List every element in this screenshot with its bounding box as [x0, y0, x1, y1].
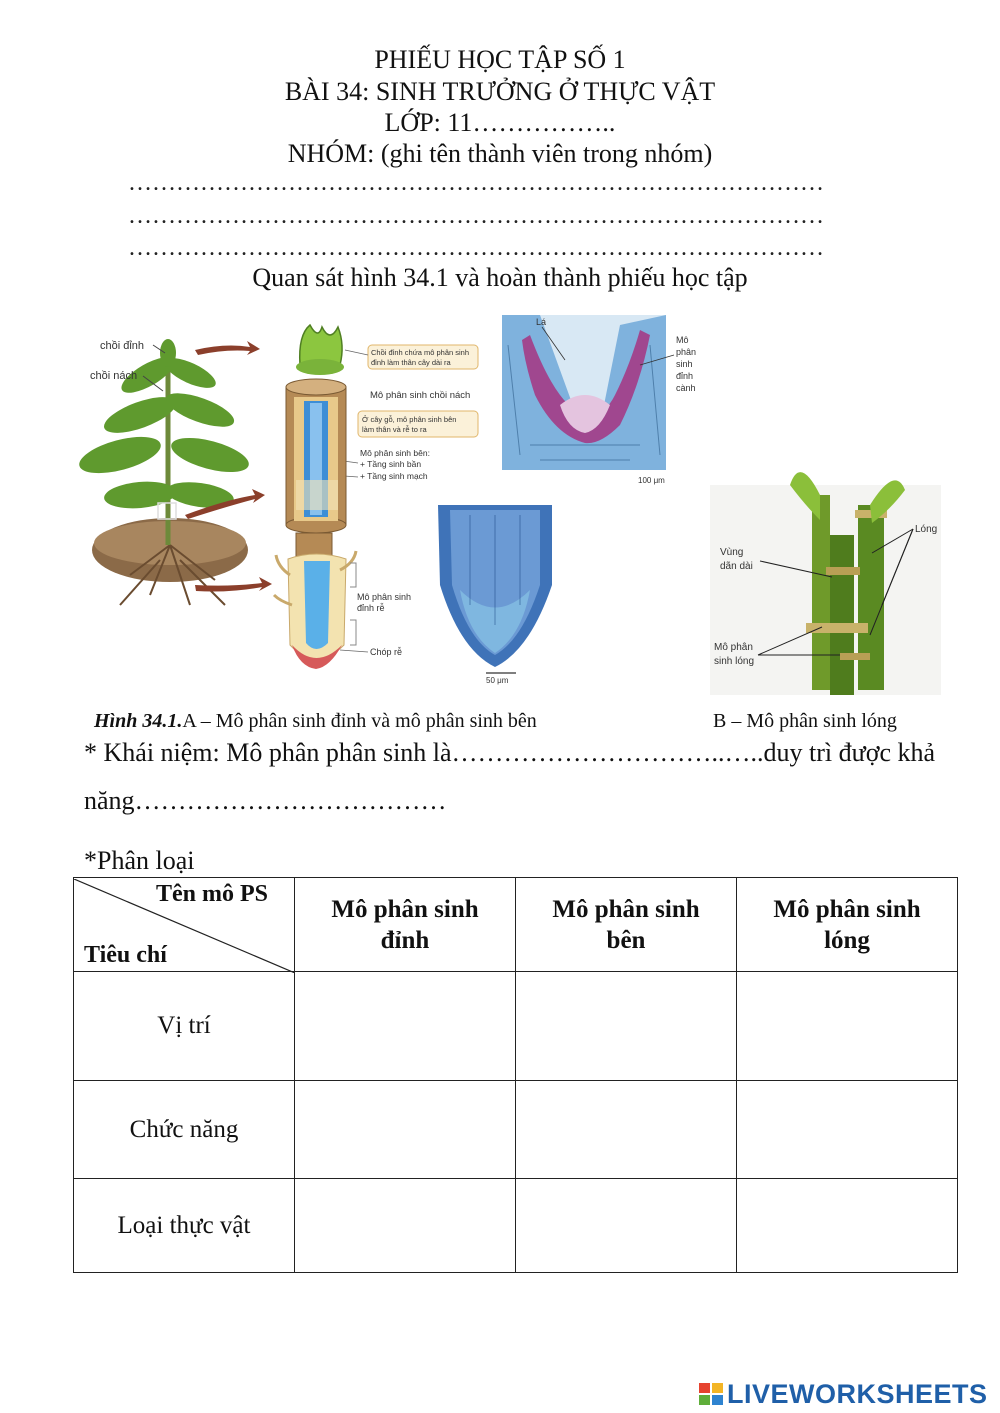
table-corner-cell [74, 878, 295, 972]
table-row [74, 972, 958, 1081]
dotted-line-3: …………………………………………………………………………… [128, 235, 824, 261]
caption-prefix: Hình 34.1. [94, 710, 183, 732]
figure-34-1 [0, 305, 1000, 705]
label-chop-re: Chóp rễ [370, 647, 403, 657]
label-vung-dan-dai-2: dãn dài [720, 561, 753, 572]
column-header-intercalary: Mô phân sinh lóng [737, 878, 958, 972]
group-line: NHÓM: (ghi tên thành viên trong nhóm) [287, 139, 713, 168]
callout-lateral-2: làm thân và rễ to ra [362, 425, 427, 434]
liveworksheets-logo[interactable] [698, 1377, 988, 1411]
answer-cell[interactable] [295, 1179, 516, 1273]
label-long: Lóng [915, 524, 938, 535]
logo-icon [698, 1382, 724, 1406]
label-mps-long-2: sinh lóng [714, 656, 755, 667]
callout-lateral-1: Ở cây gỗ, mô phân sinh bên [362, 415, 457, 424]
label-mps-dinh-re-2: đỉnh rễ [357, 603, 385, 613]
row-label-plant-type: Loại thực vật [74, 1179, 295, 1273]
corner-bottom-label: Tiêu chí [84, 941, 167, 968]
table-row [74, 1179, 958, 1273]
classification-table [73, 877, 958, 1273]
logo-text: LIVEWORKSHEETS [727, 1378, 988, 1409]
corner-top-label: Tên mô PS [155, 880, 268, 907]
plant-illustration [76, 339, 253, 605]
label-mps-ben: Mô phân sinh bên: [360, 448, 430, 458]
row-label-position: Vị trí [74, 972, 295, 1081]
class-line: LỚP: 11…………….. [384, 108, 616, 137]
classification-title: *Phân loại [84, 846, 195, 875]
answer-cell[interactable] [737, 1081, 958, 1179]
answer-cell[interactable] [516, 1081, 737, 1179]
column-header-apical: Mô phân sinh đỉnh [295, 878, 516, 972]
caption-a-text: A – Mô phân sinh đỉnh và mô phân sinh bên [182, 710, 537, 732]
answer-cell[interactable] [516, 1179, 737, 1273]
label-scale-100: 100 μm [638, 476, 665, 485]
callout-apical-2: đỉnh làm thân cây dài ra [371, 358, 451, 367]
label-tang-sinh-mach: + Tầng sinh mạch [360, 471, 428, 481]
label-scale-50: 50 μm [486, 676, 509, 685]
answer-cell[interactable] [737, 1179, 958, 1273]
instruction: Quan sát hình 34.1 và hoàn thành phiếu học tập [252, 263, 748, 292]
stem-cross-section [286, 379, 346, 533]
answer-cell[interactable] [516, 972, 737, 1081]
figure-caption-a [94, 710, 537, 733]
label-vung-dan-dai-1: Vùng [720, 547, 744, 558]
root-tip-illustration [274, 533, 411, 669]
apical-bud-illustration [296, 325, 344, 375]
svg-text:Mô: Mô [676, 335, 689, 345]
figure-caption-b: B – Mô phân sinh lóng [713, 710, 897, 732]
callout-apical-1: Chồi đỉnh chứa mô phân sinh [371, 348, 469, 357]
shoot-apex-micrograph [502, 315, 666, 485]
label-tang-sinh-ban: + Tầng sinh bần [360, 459, 422, 469]
bamboo-photo [710, 472, 941, 695]
answer-cell[interactable] [737, 972, 958, 1081]
label-choi-nach: chồi nách [90, 370, 138, 382]
answer-cell[interactable] [295, 972, 516, 1081]
dotted-line-2: …………………………………………………………………………… [128, 203, 824, 229]
label-choi-dinh: chồi đỉnh [100, 340, 145, 352]
label-la: Lá [536, 317, 547, 327]
svg-text:cành: cành [676, 383, 696, 393]
label-mps-dinh-re-1: Mô phân sinh [357, 592, 412, 602]
column-header-lateral: Mô phân sinh bên [516, 878, 737, 972]
concept-line-1: * Khái niệm: Mô phân phân sinh là…………………………..…..duy trì được khả [84, 738, 936, 767]
lesson-title: BÀI 34: SINH TRƯỞNG Ở THỰC VẬT [284, 77, 716, 106]
label-mps-long-1: Mô phân [714, 642, 753, 653]
row-label-function: Chức năng [74, 1081, 295, 1179]
svg-text:sinh: sinh [676, 359, 693, 369]
table-row [74, 1081, 958, 1179]
concept-line-2: năng……………………………… [84, 786, 447, 815]
worksheet-title: PHIẾU HỌC TẬP SỐ 1 [374, 45, 626, 74]
dotted-line-1: …………………………………………………………………………… [128, 170, 824, 196]
svg-text:đỉnh: đỉnh [676, 371, 694, 381]
svg-text:phân: phân [676, 347, 697, 357]
root-apex-micrograph [438, 505, 552, 685]
answer-cell[interactable] [295, 1081, 516, 1179]
label-mps-choi-nach: Mô phân sinh chồi nách [370, 390, 471, 401]
